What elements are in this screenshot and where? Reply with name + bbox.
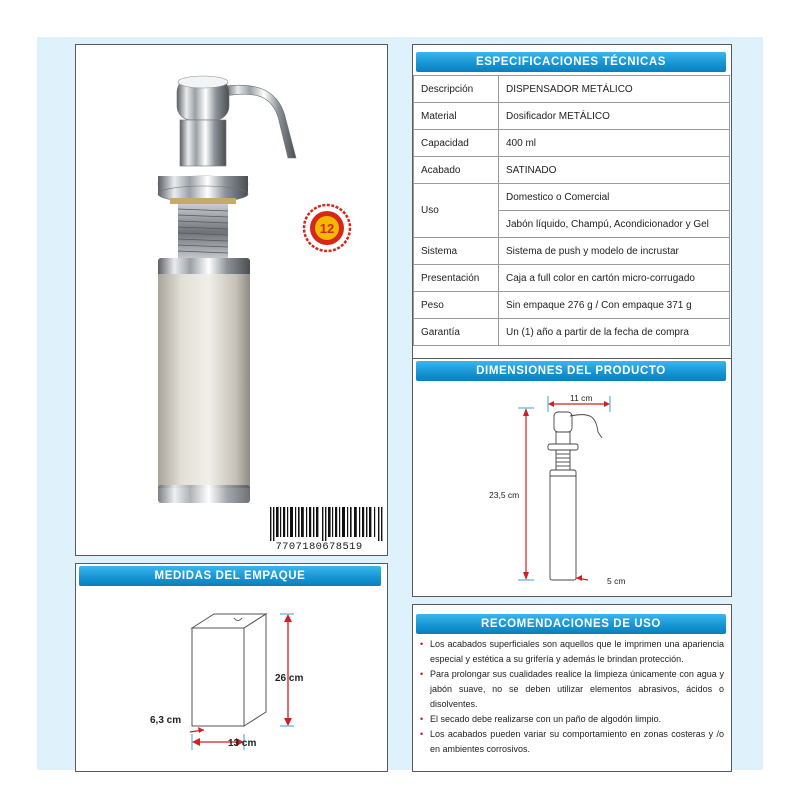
package-depth-label: 6,3 cm xyxy=(150,715,182,726)
recommendation-item xyxy=(420,727,724,757)
spec-value: DISPENSADOR METÁLICO xyxy=(499,76,730,103)
recommendation-item xyxy=(420,637,724,667)
spec-value: Jabón líquido, Champú, Acondicionador y Gel xyxy=(499,211,730,238)
spec-value: Sin empaque 276 g / Con empaque 371 g xyxy=(499,292,730,319)
specs-title: ESPECIFICACIONES TÉCNICAS xyxy=(416,52,726,72)
dimensions-title: DIMENSIONES DEL PRODUCTO xyxy=(416,361,726,381)
recommendation-item xyxy=(420,712,724,727)
spec-value: Sistema de push y modelo de incrustar xyxy=(499,238,730,265)
bullet-icon: • xyxy=(420,669,424,679)
recommendation-text: Los acabados superficiales son aquellos que le imprimen una apariencia especial y estética a su grifería y además le brindan protección. xyxy=(430,639,724,664)
spec-row xyxy=(414,130,730,157)
recommendations-list xyxy=(420,637,724,757)
barcode-digits: 7707180678519 xyxy=(275,541,363,553)
spec-row xyxy=(414,292,730,319)
dim-top-width-label: 11 cm xyxy=(570,393,593,403)
spec-row xyxy=(414,76,730,103)
spec-key: Capacidad xyxy=(414,130,499,157)
spec-row xyxy=(414,319,730,346)
dim-base-width-label: 5 cm xyxy=(607,576,626,586)
warranty-number: 12 xyxy=(319,221,335,236)
product-image xyxy=(150,70,310,530)
dimensions-diagram xyxy=(512,390,632,590)
recommendations-title: RECOMENDACIONES DE USO xyxy=(416,614,726,634)
spec-value: Un (1) año a partir de la fecha de compra xyxy=(499,319,730,346)
spec-row xyxy=(414,103,730,130)
bullet-icon: • xyxy=(420,639,424,649)
spec-row xyxy=(414,265,730,292)
spec-row xyxy=(414,184,730,211)
spec-value: Caja a full color en cartón micro-corrugado xyxy=(499,265,730,292)
recommendation-text: Para prolongar sus cualidades realice la limpieza únicamente con agua y jabón suave, no se deben utilizar elementos abrasivos, ácidos o disolventes. xyxy=(430,669,724,709)
spec-key: Acabado xyxy=(414,157,499,184)
recommendation-item xyxy=(420,667,724,712)
bullet-icon: • xyxy=(420,729,424,739)
spec-key: Descripción xyxy=(414,76,499,103)
dim-height-label: 23,5 cm xyxy=(489,490,520,500)
package-title: MEDIDAS DEL EMPAQUE xyxy=(79,566,381,586)
spec-value: SATINADO xyxy=(499,157,730,184)
recommendation-text: El secado debe realizarse con un paño de algodón limpio. xyxy=(430,714,662,724)
spec-key: Sistema xyxy=(414,238,499,265)
bullet-icon: • xyxy=(420,714,424,724)
spec-value: Dosificador METÁLICO xyxy=(499,103,730,130)
spec-row xyxy=(414,157,730,184)
warranty-badge xyxy=(302,203,352,253)
recommendation-text: Los acabados pueden variar su comportamiento en zonas costeras y /o en ambientes corrosivos. xyxy=(430,729,724,754)
spec-key: Material xyxy=(414,103,499,130)
specs-table xyxy=(413,75,730,346)
package-width-label: 13 cm xyxy=(228,738,257,749)
spec-key: Uso xyxy=(414,184,499,238)
package-height-label: 26 cm xyxy=(275,673,304,684)
spec-key: Garantía xyxy=(414,319,499,346)
spec-value: Domestico o Comercial xyxy=(499,184,730,211)
barcode xyxy=(256,505,382,555)
barcode-bars xyxy=(270,507,386,541)
spec-key: Presentación xyxy=(414,265,499,292)
spec-row xyxy=(414,238,730,265)
spec-value: 400 ml xyxy=(499,130,730,157)
spec-key: Peso xyxy=(414,292,499,319)
